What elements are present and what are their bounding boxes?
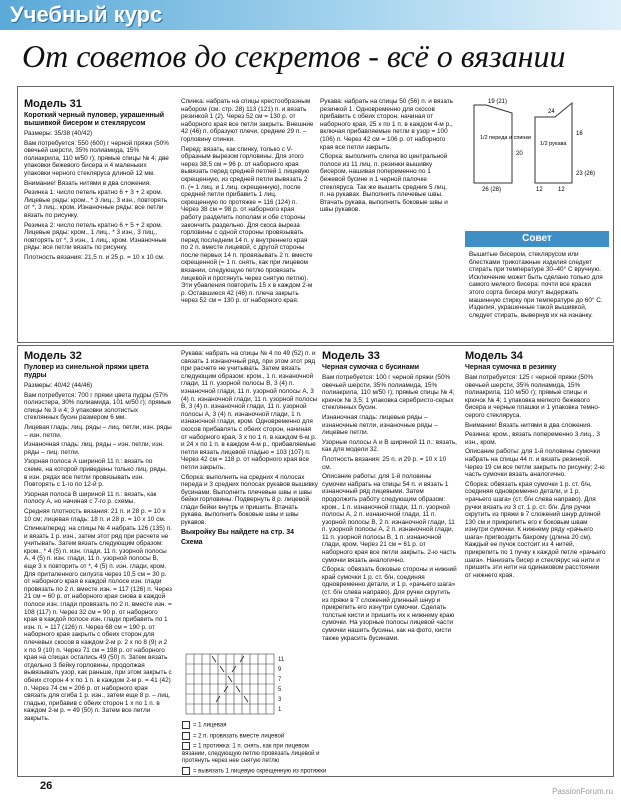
- pattern-label-5: 26 (28): [482, 187, 502, 193]
- model31-column-2: [181, 98, 314, 307]
- model33-column: [322, 350, 457, 644]
- twisted-knit-icon: [182, 767, 190, 775]
- pattern-label-8: 23 (26): [576, 171, 596, 177]
- model31-rib1: Резинка 1: число петель кратно 6 + 3 + 2 кром. Лицевые ряды: кром., * 3 лиц., 3 изн., повторять от *, 3 лиц., кром. Изнаночные ряды: все петли вязать по рисунку.: [24, 189, 168, 219]
- model31-pattern-schematic: [460, 95, 610, 195]
- model33-density: Плотность вязания: 25 п. и 29 р. = 10 х 10 см.: [322, 455, 447, 471]
- model34-description: Описание работы: для 1-й половины сумочки набрать на спицы 44 п. и вязать резинкой. Через 19 см все петли закрыть по рисунку; 2-ю часть сумочки вязать аналогично.: [465, 448, 605, 479]
- chart-grid: [186, 654, 274, 714]
- model34-materials: Вам потребуется: 125 г черной пряжи (50% овечьей шерсти, 35% полиамида, 15% полиакрила, 110 м/50 г); прямые спицы и крючок № 4; 1 упаковка мелкого бежевого бисера и черные плашки и 1 упаковка темно-серого стекляруса.: [465, 374, 601, 419]
- legend-item-2: = 2 п. провязать вместе лицевой: [182, 732, 332, 741]
- model31-column-3: [320, 98, 454, 216]
- pattern-label-1: 19 (21): [488, 99, 508, 105]
- model32-subtitle: Пуловер из синельной пряжи цвета пудры: [24, 364, 149, 379]
- model33-description: Описание работы: для 1-й половины сумочки набрать на спицы 54 п. и вязать 1 изнаночный ряд лицевыми. Затем продолжить работу следующим образом: кром., 1 п. изнаночной глади, 11 п. узорной полосы А, 2 п. изнаночной глади, 11 п. узорной полосы В, 2 п. изнаночной глади, 11 п. узорной полосы А, 2 п. изнаночной глади, 11 п. узорной полосы В, 1 п. изнаночной глади, кром. Через 21 см = 61 р. от наборного края все петли закрыть. 2-ю часть сумочки вязать аналогично.: [322, 473, 456, 564]
- model32-stockinette: Лицевая гладь: лиц. ряды – лиц. петли, изн. ряды – изн. петли.: [24, 423, 172, 439]
- model34-title: Модель 34: [465, 350, 523, 362]
- pattern-label-10: 12: [558, 187, 565, 193]
- legend-item-3: = 1 протяжка: 1 п. снять, как при лицевом вязании, следующую петлю провязать лицевой и протянуть через нее снятую петлю: [182, 743, 320, 764]
- chart-row-11: 11: [278, 657, 285, 663]
- rubric-title: Учебный курс: [10, 2, 163, 27]
- model32-reverse: Изнаночная гладь: лиц. ряды – изн. петли, изн. ряды – лиц. петли.: [24, 441, 164, 456]
- model34-rib: Резинка: кром., вязать попеременно 3 лиц., 3 изн., кром.: [465, 431, 600, 446]
- page-number: 26: [40, 780, 53, 792]
- model33-assembly: Сборка: обвязать боковые стороны и нижний край сумочки 1 р. ст. б/н, соединяя одновременно детали, и 1 р. «рачьего шага» (ст. б/н слева направо). Для ручки скрутить из пряжи в 7 сложений длинный шнур и прикрепить его изнутри сумочки. Сделать толстые кисти и пришить их к нижнему краю сумочки. На узорные полосы лицевой части сумочки нашить бусины, как на фото, кисти также украсить бусинами.: [322, 566, 457, 642]
- chart-row-5: 5: [278, 687, 282, 693]
- chart-symbols: [212, 656, 248, 702]
- model31-materials: Вам потребуется: 550 (600) г черной пряжи (50% овечьей шерсти, 35% полиамида, 15% полиакрила, 110 м/50 г); прямые спицы № 4; две упаковки бежевого бисера и 4 маленьких упаковки черного стекляруса длиной 12 мм.: [24, 139, 169, 177]
- model31-density: Плотность вязания: 21,5 п. и 25 р. = 10 х 10 см.: [24, 253, 165, 261]
- pattern-label-4: 1/2 рукава: [540, 141, 567, 147]
- page-headline: От советов до секретов - всё о вязании: [22, 38, 566, 74]
- model32-stripe-a: Узорная полоса А шириной 11 п.: вязать по схеме, на которой приведены только лиц. ряды, в изн. рядах все петли провязывать изн. Повторять с 1-го по 12-й р.: [24, 458, 167, 489]
- model33-subtitle: Черная сумочка с бусинами: [322, 364, 420, 371]
- model32-knitting-chart: [186, 654, 326, 716]
- model34-attention: Внимание! Вязать нитями в два сложения.: [465, 421, 592, 429]
- model31-column-1: [24, 98, 172, 264]
- model31-assembly: Сборка: выполнить слегка во центральной полосе из 11 лиц. п. резинки вышивку бисером, нашивая попеременно по 1 бежевой бусине и 1 черной палочке стекляруса. Так же вышить средние 5 лиц. п. на рукавах. Выполнить плечевые швы. Втачать рукава, выполнить боковые швы и швы рукавов.: [320, 153, 448, 214]
- model32-patterns-ref: Выкройку Вы найдете на стр. 34: [181, 528, 294, 536]
- model31-sleeves: Рукава: набрать на спицы 50 (56) п. и вязать резинкой 1. Одновременно для скосов прибавить с обеих сторон, начиная от наборного края, 25 х по 1 п. в каждом 4-м р., включая прибавляемые петли в узор = 100 (106) п. Через 42 см = 106 р. от наборного края все петли закрыть.: [320, 98, 453, 151]
- model31-front: Перед: вязать, как спинку, только с V-образным вырезом горловины. Для этого через 38,5 см = 96 р. от наборного края вывязать перед средней петлей 1 лицевую скрещенную, из средней петли вывязать 2 п. (= 1 лиц. и 1 лиц. скрещенную), после средней петли прибавить 1 лиц. скрещенную по протяжке = 116 (124) п. Через 38 см = 98 р. от наборного края работу разделить пополам и обе стороны закончить раздельно. Для скоса выреза горловины с одной стороны провязывать перед последним 14 п. у внутреннего края по 2 п. вместе лицевой, с другой стороны после первых 14 п. провязывать 2 п. вместе скрещенной (= 1 п. снять, как при лицевом вязании, следующую петлю провязать лицевой и протянуть через снятую петлю). Эти убавления повторить 15 х в каждом 2-м р. Оставшиеся 42 (46) п. плеча закрыть через 52 см = 130 р. от наборного края.: [181, 145, 313, 305]
- model33-stripes: Узорные полосы А и В шириной 11 п.: вязать, как для модели 32.: [322, 438, 457, 454]
- slip-stitch-icon: [182, 742, 190, 750]
- model32-materials: Вам потребуется: 700 г пряжи цвета пудры (57% полиэстера, 30% полиамида, 101 м/50 г); прямые спицы № 3 и 4; 3 упаковки золотистых стеклянных бусин размером 6 мм.: [24, 391, 172, 422]
- pattern-label-2: 1/2 переда и спинки: [480, 135, 531, 141]
- model32-title: Модель 32: [24, 350, 82, 362]
- knit-stitch-icon: [182, 721, 190, 729]
- advice-text: Вышитые бисером, стеклярусом или блестками трикотажные изделия следует стирать при температуре 30–40° С вручную. Исключение может быть сделано только для самого мелкого бисера: почти все краски этого сорта бисера могут выдержать машинную стирку при температуре до 60° С. Изделия, украшенные такой вышивкой, следует стирать, вывернув их на изнанку.: [469, 251, 603, 319]
- model33-title: Модель 33: [322, 350, 380, 362]
- model32-chart-title: Схема: [181, 538, 203, 546]
- chart-row-3: 3: [278, 697, 282, 703]
- site-watermark: PassionForum.ru: [552, 787, 613, 796]
- model34-subtitle: Черная сумочка в резинку: [465, 364, 557, 371]
- model32-backfront: Спинка/перед: на спицы № 4 набрать 126 (135) п. и вязать 1 р. изн., затем этот ряд при расчете не учитывать. Затем вязать следующим образом: кром., * 4 (5) п. изн. глади, 11 п. узорной полосы А, 4 (5) п. изн. глади, 11 п. узорной полосы В, еще 3 х повторить от *, 4 (5) п. изн. глади, кром. Для приталенного силуэта через 10,5 см = 30 р. от наборного края в каждой полосе изн. глади провязать по 2 п. вместе изн. = 117 (126) п. Через 21 см = 60 р. от наборного края снова в каждой полосе изн. глади провязать по 2 п. вместе изн. = 108 (117) п. Через 32 см = 90 р. от наборного края в каждой полосе изн. глади прибавить по 1 изн. п. = 117 (126) п. Через 68 см = 190 р. от наборного края закрыть с обеих сторон для плечевых скосов в каждом 2-м р. 2 х по 8 (9) и 2 х по 9 (10) п. Через 71 см = 198 р. от наборного края на спицах остались 49 (50) п. Затем вязать отдельно 3 бейку горловины, продолжая вывязывать узор, как раньше, при этом закрыть с обеих сторон 4 х по 1 п. в каждом 2-м р. = 41 (42) п. Через 74 см = 206 р. от наборного края связать для сгиба 1 р. изн., затем еще 8 р. – лиц. гладью, прибавив с обеих сторон 1 х по 1 п. в каждом 2-м р. = 49 (50) п. Затем все петли закрыть.: [24, 525, 172, 722]
- model32-assembly: Сборка: выполнить на средних 4 полосах переда и 3 средних полосах рукавов вышивку бусинами. Выполнить плечевые швы и швы бейки горловины. Подвернуть 8 р. лицевой глади бейки внутрь и пришить. Втачать рукава, выполнить боковые швы и швы рукавов.: [181, 473, 318, 527]
- model33-reverse: Изнаночная гладь: лицевые ряды – изнаночные петли, изнаночные ряды – лицевые петли.: [322, 413, 438, 437]
- pattern-label-9: 12: [536, 187, 543, 193]
- model31-back: Спинка: набрать на спицы крестообразным набором (см. стр. 28) 113 (121) п. и вязать резинкой 1 (2). Через 52 см = 130 р. от наборного края все петли закрыть. Внешние 42 (46) п. образуют плечи, средние 29 п. – горловину спинки.: [181, 98, 314, 143]
- pattern-label-3: 20: [516, 151, 523, 157]
- chart-row-1: 1: [278, 707, 282, 713]
- legend-item-1: = 1 лицевая: [182, 721, 332, 730]
- model31-title: Модель 31: [24, 98, 82, 110]
- model32-stripe-b: Узорная полоса В шириной 11 п.: вязать, как полосу А, но начиная с 7-го р. схемы.: [24, 490, 157, 506]
- pattern-label-6: 24: [548, 109, 555, 115]
- advice-title: Совет: [465, 231, 609, 247]
- model32-column-1: [24, 350, 172, 722]
- model32-sizes: Размеры: 40/42 (44/46): [24, 382, 93, 389]
- model31-rib2: Резинка 2: число петель кратно 6 + 5 + 2 кром. Лицевые ряды: кром., 1 лиц., * 3 изн., 3 лиц., повторять от *, 3 изн., 1 лиц., кром. Изнаночные ряды: все петли вязать по рисунку.: [24, 221, 167, 252]
- model31-subtitle: Короткий черный пуловер, украшенный вышивкой бисером и стеклярусом: [24, 112, 165, 127]
- model32-column-2: [181, 350, 319, 549]
- model34-assembly: Сборка: обвязать края сумочки 1 р. ст. б/н, соединяя одновременно детали, и 1 р. «рачьего шага» (ст. б/н слева направо). Для ручки вязать из 3 ст. 1 р. ст. б/н. Для ручки скрутить из пряжи в 7 сложений шнур длиной 130 см и прикрепить его к боковым швам изнутри сумочки. К нижнему ряду «рачьего шага» пригвоздить бахрому (длина 20 см). Каждый ее пучок состоит из 4 нитей, прикрепить по 1 пучку к каждой петле «рачьего шага». Нанизать бисер и стеклярус на нити и пришить эти нити на одинаковом расстоянии от нижнего края.: [465, 480, 606, 579]
- legend-item-4: = вывязать 1 лицевую скрещенную из протяжки: [182, 767, 332, 776]
- knit-two-together-icon: [182, 732, 190, 740]
- chart-legend: [182, 721, 332, 777]
- model31-sizes: Размеры: 35/38 (40/42): [24, 130, 93, 137]
- chart-row-9: 9: [278, 667, 282, 673]
- model32-sleeves: Рукава: набрать на спицы № 4 по 49 (52) п. и связать 1 изнаночный ряд, при этом этот ряд при расчете не учитывать. Затем вязать следующим образом: кром., 1 п. изнаночной глади, 11 п. узорной полосы В, 3 (4) п. изнаночной глади, 11 п. узорной полосы А, 3 (4) п. изнаночной глади, 11 п. узорной полосы В, 3 (4) п. изнаночной глади, 11 п. узорной полосы А, 3 (4) п. изнаночной глади, 1 п. изнаночной глади, кром. Одновременно для скосов прибавлять с обеих сторон, начиная от наборного края, 3 х по 1 п. в каждом 6-м р. и 24 х по 1 п. в каждом 4-м р., прибавляемые петли вязать лицевой гладью = 103 (107) п. Через 42 см = 118 р. от наборного края все петли закрыть.: [181, 350, 318, 471]
- model31-attention: Внимание! Вязать нитями в два сложения.: [24, 179, 151, 187]
- front-back-piece: [474, 105, 512, 183]
- pattern-label-7: 16: [576, 131, 583, 137]
- chart-row-7: 7: [278, 677, 282, 683]
- model34-column: [465, 350, 607, 581]
- model32-density: Средняя плотность вязания: 21 п. и 28 р. = 10 х 10 см; лицевая гладь: 18 п. и 28 р. = 10 х 10 см.: [24, 507, 166, 523]
- model33-materials: Вам потребуется: 100 г черной пряжи (50% овечьей шерсти, 35% полиамида, 15% полиакрила, 110 м/50 г); прямые спицы № 4; крючок № 3,5; 1 упаковка серебристо-серых стеклянных бусин.: [322, 374, 455, 412]
